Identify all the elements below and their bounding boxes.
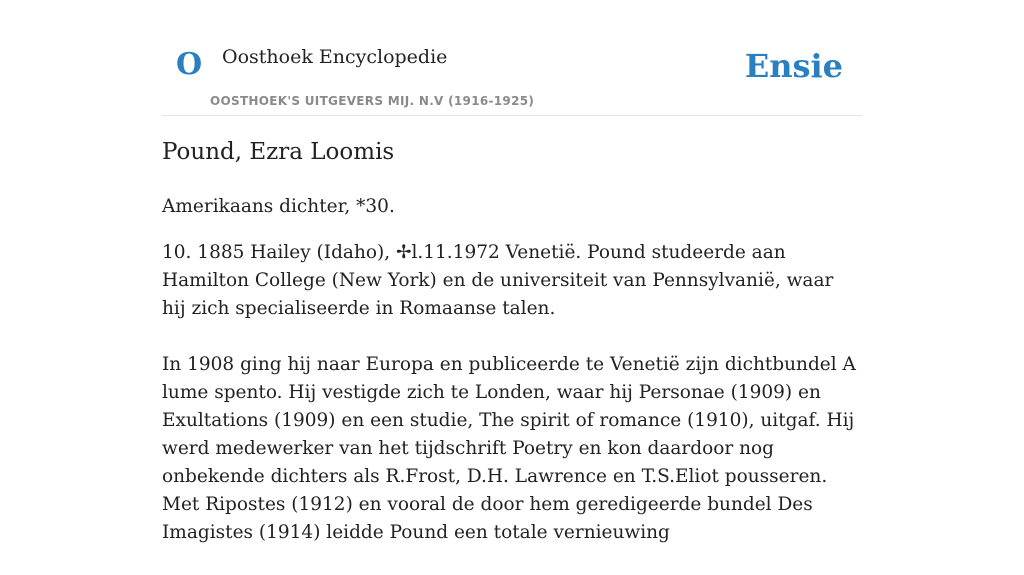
page (162, 0, 862, 543)
entry-paragraph: 10. 1885 Hailey (Idaho), ✢l.11.1972 Venetië. Pound studeerde aan Hamilton College (New York) en de universiteit van Pennsylvanië, waar hij zich specialiseerde in Romaanse talen. (162, 242, 834, 319)
source-header (162, 0, 862, 116)
source-logo[interactable]: O (176, 47, 203, 82)
entry-lead: Amerikaans dichter, *30. (162, 196, 395, 217)
entry-body (162, 239, 862, 575)
source-title-link[interactable]: Oosthoek Encyclopedie (222, 46, 448, 68)
entry-title: Pound, Ezra Loomis (162, 139, 395, 165)
ensie-logo-link[interactable]: Ensie (744, 47, 843, 85)
entry-paragraph: In 1908 ging hij naar Europa en publiceerde te Venetië zijn dichtbundel A lume spento. Hij vestigde zich te Londen, waar hij Personae (1909) en Exultations (1909) en een studie, The spirit of romance (1910), uitgaf. Hij werd medewerker van het tijdschrift Poetry en kon daardoor nog onbekende dichters als R.Frost, D.H. Lawrence en T.S.Eliot pousseren. Met Ripostes (1912) en vooral de door hem geredigeerde bundel Des Imagistes (1914) leidde Pound een totale vernieuwing (162, 354, 856, 543)
source-publisher: OOSTHOEK'S UITGEVERS MIJ. N.V (1916-1925) (210, 94, 535, 108)
